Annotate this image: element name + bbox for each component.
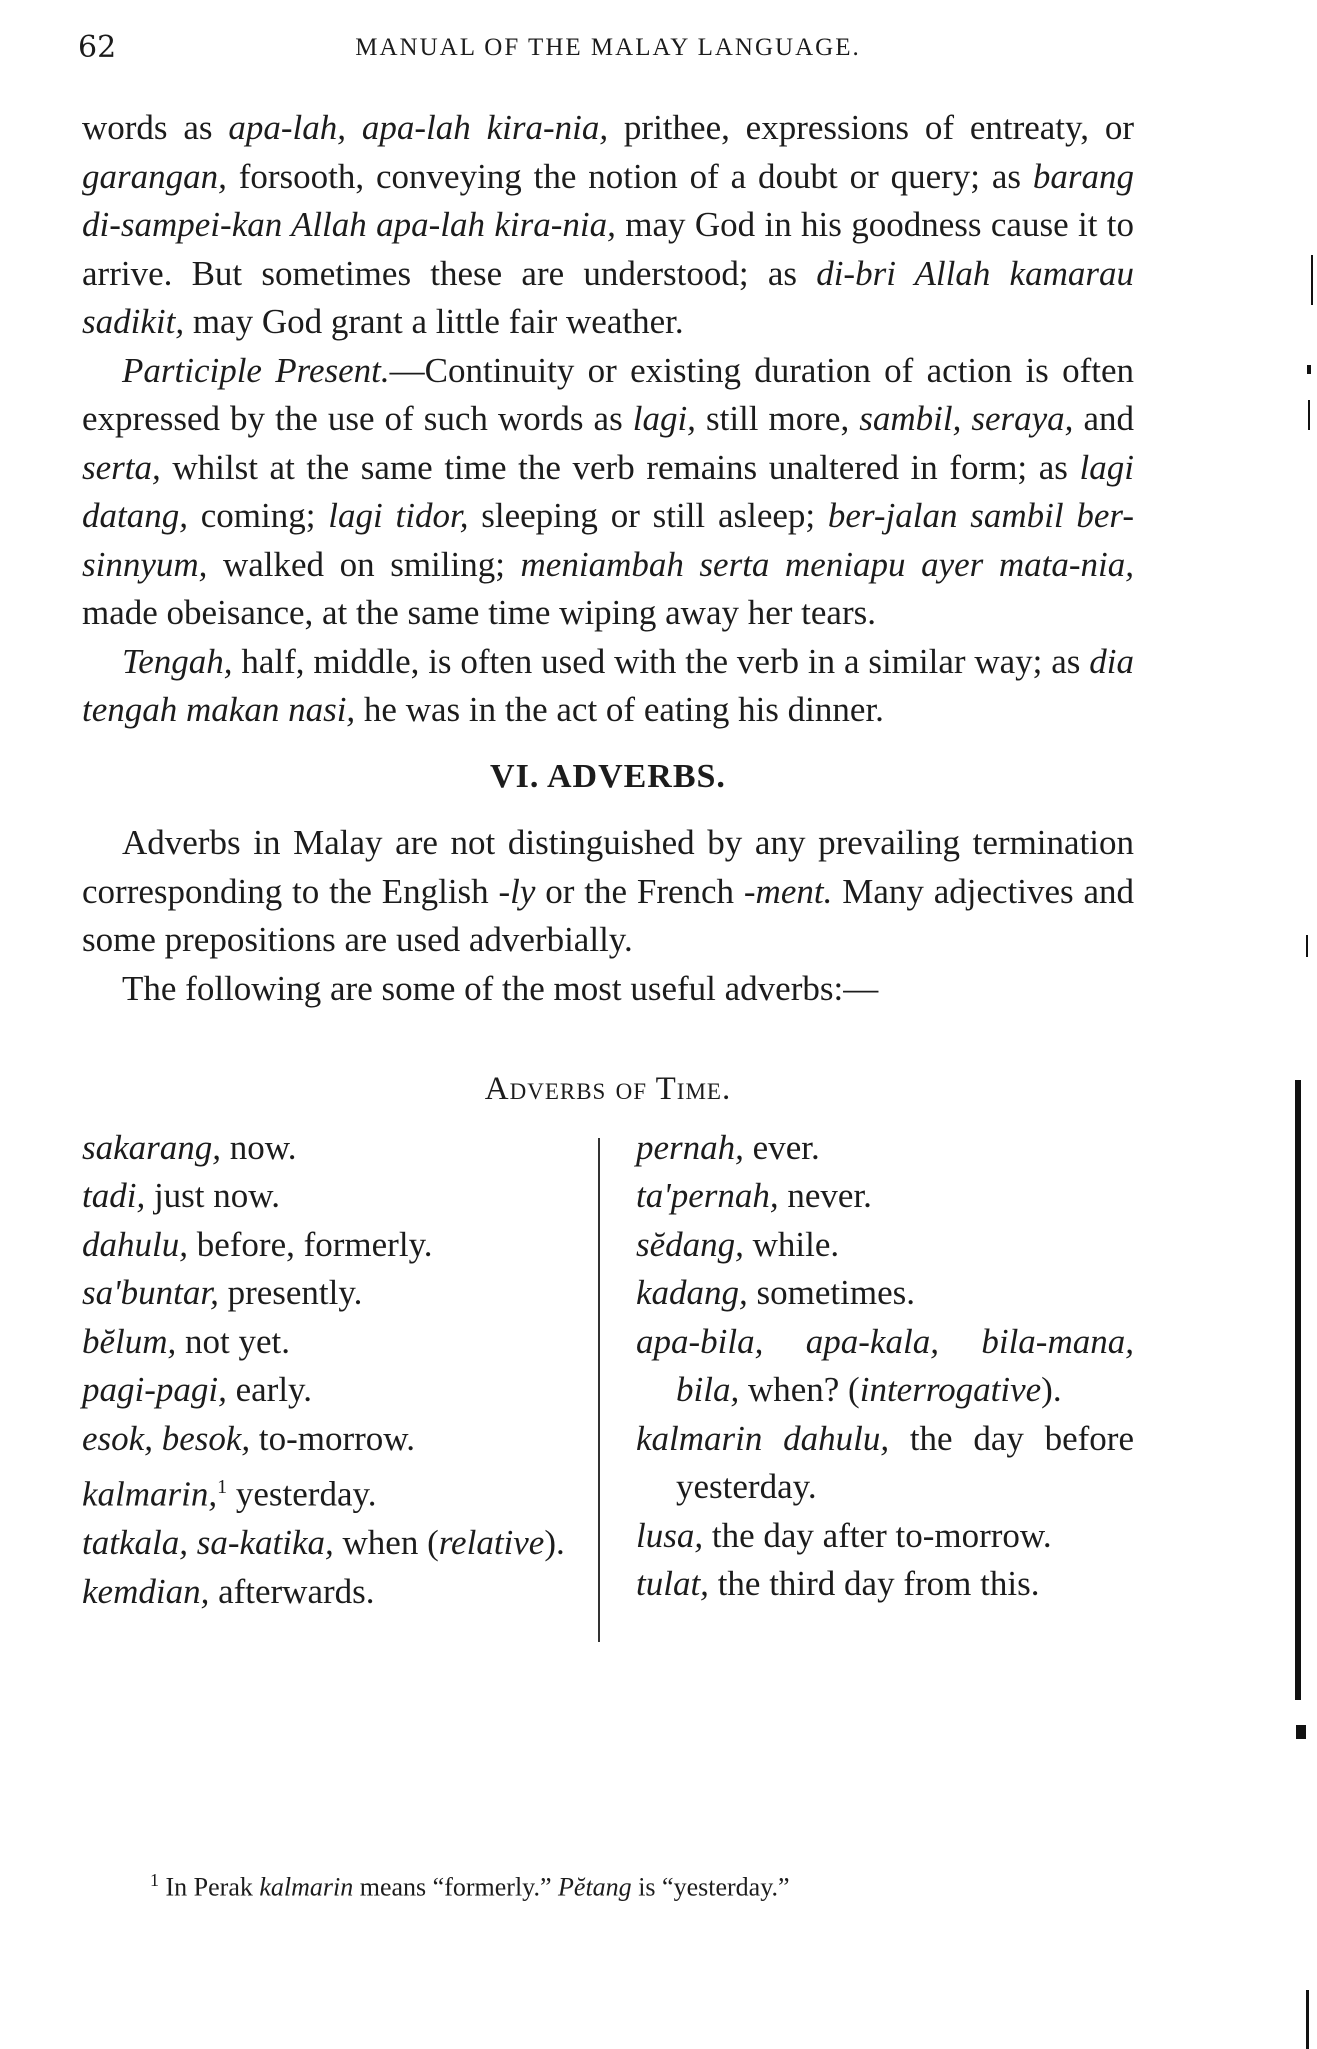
text: Adverbs in Malay are not distinguished by any prevailing termination corresponding to the English [82,823,1134,911]
gloss: when? ( [739,1370,860,1409]
text: words as [82,108,229,147]
malay-term: barang di-sampei-kan Allah apa-lah kira-nia, [82,156,1134,244]
gloss: the third day from this. [708,1564,1040,1603]
adverb-column-right [608,1124,1134,1617]
paragraph-participle-present [82,347,1134,638]
adverb-entry [82,1124,590,1173]
page-number: 62 [78,30,117,65]
malay-term: apa-lah, apa-lah kira-nia, [228,108,609,147]
gloss: when ( [333,1523,439,1563]
scan-mark [1306,935,1308,957]
text: still more, [695,399,860,438]
gloss: before, formerly. [187,1224,433,1264]
gloss: sometimes. [747,1273,916,1312]
malay-term: pernah, [636,1127,744,1167]
text: made obeisance, at the same time wiping away her tears. [82,593,876,632]
malay-term: pagi-pagi, [82,1370,227,1409]
scan-mark [1306,1990,1309,2049]
malay-term: esok, besok, [82,1418,251,1458]
malay-term: lagi datang, [82,447,1134,535]
malay-term: tadi, [82,1176,146,1215]
malay-term: lusa, [636,1515,704,1555]
malay-term: tatkala, sa-katika, [82,1523,334,1563]
text: forsooth, conveying the notion of a doubt or query; as [226,156,1033,196]
subheading-adverbs-of-time: Adverbs of Time. [484,1071,732,1107]
adverb-entry [82,1221,590,1270]
gloss: while. [743,1224,840,1264]
text: may God grant a little fair weather. [184,302,684,341]
adverb-entry [636,1415,1134,1512]
gloss: afterwards. [209,1571,375,1611]
adverb-entry [636,1269,1134,1318]
text: walked on smiling; [207,544,521,584]
gloss: early. [226,1370,313,1409]
suffix-term: -ment. [743,871,833,911]
footnote-ref: 1 [217,1476,228,1498]
adverb-column-left [82,1124,608,1617]
gloss: now. [221,1127,297,1167]
suffix-term: -ly [498,871,536,911]
malay-term: Tengah, [122,641,233,681]
malay-term: dahulu, [82,1224,188,1264]
gloss: presently. [218,1273,363,1312]
section-heading: VI. ADVERBS. [490,757,726,795]
malay-term: kalmarin, [82,1474,218,1514]
adverb-entry [82,1269,590,1318]
text: means “formerly.” [353,1872,559,1902]
adverb-entry [82,1366,590,1415]
malay-term: kalmarin dahulu, [636,1418,890,1458]
gloss: ). [1041,1370,1062,1409]
footnote [150,1870,790,1903]
malay-term: sambil, seraya, [859,399,1074,438]
malay-term: Pĕtang [558,1872,632,1902]
scan-mark [1296,1725,1306,1739]
gloss: not yet. [176,1321,291,1361]
adverb-entry [636,1560,1134,1609]
malay-term: garangan, [82,156,227,196]
adverb-entry [82,1463,590,1519]
column-divider [598,1138,600,1642]
adverb-entry [636,1512,1134,1561]
text: he was in the act of eating his dinner. [355,690,884,729]
text: half, middle, is often used with the verb in a similar way; as [232,641,1090,681]
adverb-entry [82,1519,590,1568]
scan-mark [1308,400,1310,430]
malay-term: apa-bila, apa-kala, bila-mana, bila, [636,1321,1134,1409]
adverb-entry [82,1568,590,1617]
adverb-entry [636,1221,1134,1270]
scan-mark [1295,1080,1301,1700]
adverb-entry [82,1415,590,1464]
malay-term: sa'buntar, [82,1273,219,1312]
scan-mark [1307,365,1311,374]
malay-term: ber-jalan sambil ber-sinnyum, [82,496,1135,584]
text: and [1073,399,1135,438]
paragraph-following: The following are some of the most useful adverbs:— [122,968,879,1008]
text: Many adjectives and some prepositions are used adverbially. [82,871,1134,959]
text: may God in his goodness cause it to arrive. But sometimes these are understood; as [82,205,1134,293]
malay-term: meniambah serta meniapu ayer mata-nia, [520,544,1135,584]
gloss: to-morrow. [250,1418,416,1458]
malay-term: lagi, [632,399,696,438]
page-body [82,104,1134,1616]
text: coming; [187,496,329,535]
text: or the French [535,871,744,911]
text: In Perak [159,1872,260,1902]
gloss: the day before yesterday. [676,1418,1134,1506]
malay-term: bĕlum, [82,1321,177,1361]
adverb-columns [82,1124,1134,1617]
malay-term: di-bri Allah kamarau sadikit, [82,253,1134,341]
gloss: never. [778,1176,872,1215]
malay-term: ta'pernah, [636,1176,779,1215]
adverb-entry [82,1172,590,1221]
gloss: the day after to-morrow. [703,1515,1052,1555]
footnote-number: 1 [150,1870,159,1890]
page-header [78,30,1138,70]
malay-term: kadang, [636,1273,748,1312]
gloss: ). [544,1523,565,1563]
adverb-entry [82,1318,590,1367]
malay-term: sĕdang, [636,1224,744,1264]
adverb-entry [636,1172,1134,1221]
usage-note: relative [438,1523,545,1563]
paragraph-adverbs-intro [82,819,1134,965]
malay-term: serta, [82,447,161,487]
text: prithee, expressions of entreaty, or [608,108,1134,147]
gloss: yesterday. [227,1474,377,1514]
gloss: ever. [743,1127,820,1167]
text: sleeping or still asleep; [468,496,828,535]
paragraph-entreaty [82,104,1134,347]
malay-term: kemdian, [82,1571,210,1611]
paragraph-tengah [82,638,1134,735]
text: —Continuity or existing duration of action is often expressed by the use of such words as [82,350,1134,438]
gloss: just now. [145,1176,281,1215]
malay-term: lagi tidor, [328,496,469,535]
text: whilst at the same time the verb remains unaltered in form; as [160,447,1080,487]
adverb-entry [636,1318,1134,1415]
text: is “yesterday.” [631,1872,790,1902]
malay-term: sakarang, [82,1127,222,1167]
scan-mark [1311,255,1313,305]
malay-term: Participle Present. [122,350,390,390]
malay-term: dia tengah makan nasi, [82,641,1134,729]
malay-term: kalmarin [259,1872,354,1902]
malay-term: tulat, [636,1564,709,1603]
running-title: MANUAL OF THE MALAY LANGUAGE. [355,34,861,61]
adverb-entry [636,1124,1134,1173]
usage-note: interrogative [859,1370,1042,1409]
